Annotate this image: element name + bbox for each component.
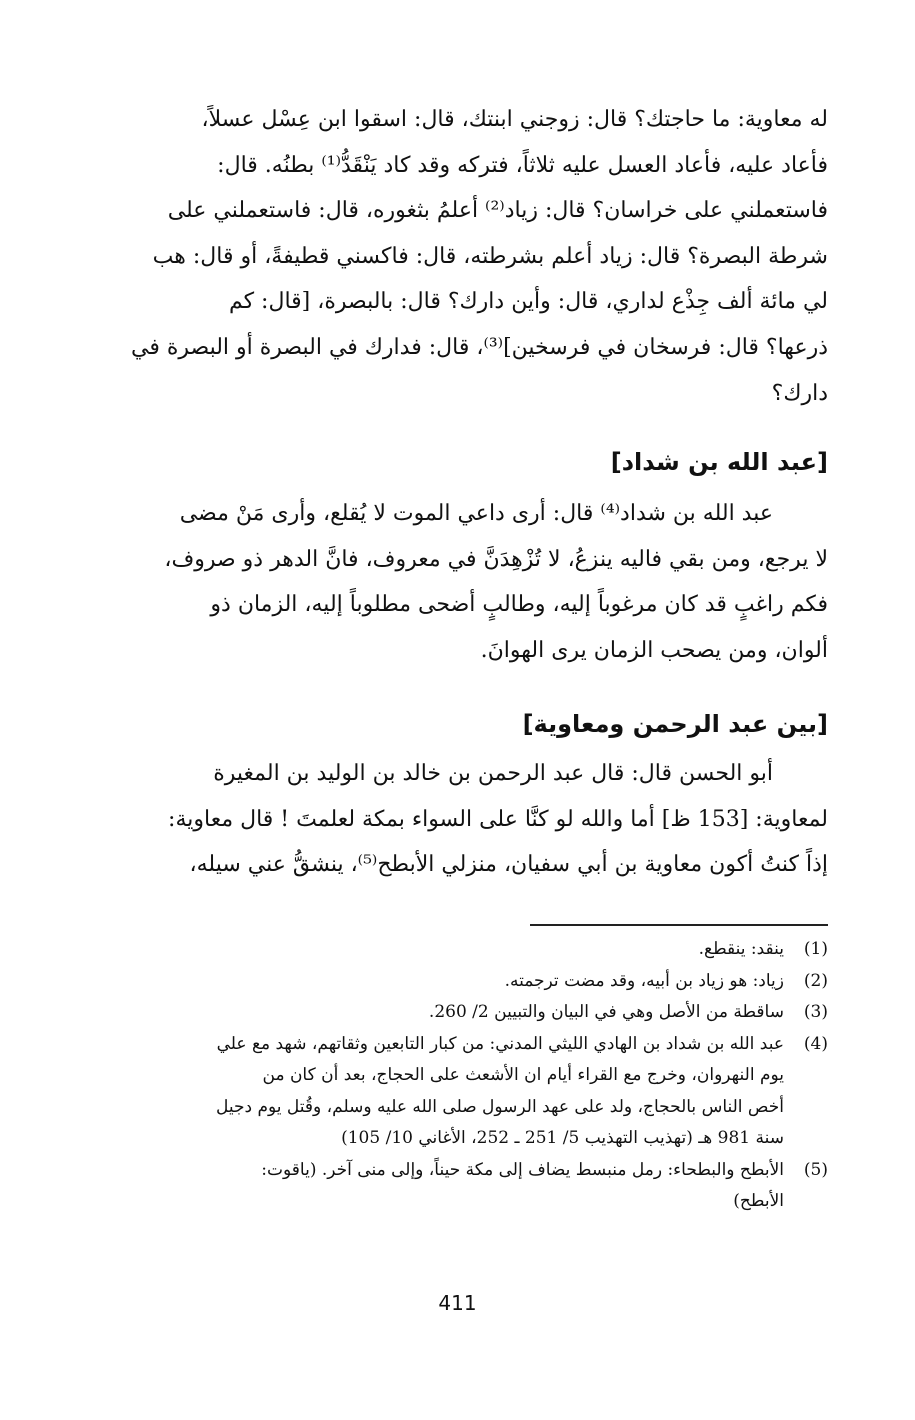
text-line: أبو الحسن قال: قال عبد الرحمن بن خالد بن الوليد بن المغيرة — [213, 761, 773, 786]
footnote-number: (4) — [803, 1033, 828, 1054]
footnote-line: الأبطح والبطحاء: رمل منبسط يضاف إلى مكة حيناً، وإلى منى آخر. (ياقوت: — [261, 1159, 784, 1180]
text-line: عبد الله بن شداد⁽⁴⁾ قال: أرى داعي الموت لا يُقلع، وأرى مَنْ مضى — [179, 501, 773, 526]
section-heading-abd-al-rahman-and-muawiya: [بين عبد الرحمن ومعاوية] — [522, 710, 828, 738]
footnote-text — [112, 934, 784, 966]
footnote-line: يوم النهروان، وخرج مع القراء أيام ان الأشعث على الحجاج، بعد أن كان من — [262, 1065, 784, 1085]
footnote-line: ساقطة من الأصل وهي في البيان والتبيين 2/ 260. — [428, 1002, 784, 1022]
footnote — [112, 966, 828, 998]
text-line: ألوان، ومن يصحب الزمان يرى الهوانَ. — [480, 637, 828, 663]
footnote — [112, 997, 828, 1029]
footnote-number: (5) — [803, 1159, 828, 1180]
footnote — [112, 934, 828, 966]
text-line: شرطة البصرة؟ قال: زياد أعلم بشرطته، قال: فاكسني قطيفةً، أو قال: هب — [152, 243, 828, 269]
footnote-line: الأبطح) — [733, 1191, 784, 1211]
text-line: فكم راغبٍ قد كان مرغوباً إليه، وطالبٍ أضحى مطلوباً إليه، الزمان ذو — [210, 592, 828, 618]
section-1-paragraph — [112, 491, 828, 673]
opening-paragraph — [112, 97, 828, 416]
footnote-number: (2) — [803, 970, 828, 991]
text-line: فأعاد عليه، فأعاد العسل عليه ثلاثاً، فتركه وقد كاد يَنْقَدُّ⁽¹⁾ بطنُه. قال: — [217, 152, 828, 178]
footnote-divider — [530, 924, 828, 926]
text-line: له معاوية: ما حاجتك؟ قال: زوجني ابنتك، قال: اسقوا ابن عِسْل عسلاً، — [201, 107, 828, 132]
text-line: لي مائة ألف جِذْع لداري، قال: وأين دارك؟ قال: بالبصرة، [قال: كم — [228, 289, 828, 315]
text-line: ذرعها؟ قال: فرسخان في فرسخين]⁽³⁾، قال: فدارك في البصرة أو البصرة في — [131, 334, 828, 360]
footnote-number: (1) — [803, 939, 828, 959]
footnotes — [112, 934, 828, 1218]
text-line: لا يرجع، ومن بقي فاليه ينزعُ، لا تُزْهِدَنَّ في معروف، فانَّ الدهر ذو صروف، — [164, 546, 828, 572]
footnote-text — [112, 1155, 784, 1218]
section-2-paragraph — [112, 751, 828, 888]
footnote-text — [112, 997, 784, 1029]
footnote-text — [112, 1029, 784, 1155]
text-line: إذاً كنتُ أكون معاوية بن أبي سفيان، منزلي الأبطح⁽⁵⁾، ينشقُّ عني سيله، — [189, 852, 828, 878]
footnote-line: زياد: هو زياد بن أبيه، وقد مضت ترجمته. — [504, 970, 784, 991]
text-line: دارك؟ — [771, 380, 828, 406]
section-heading-abdullah-ibn-shaddad: [عبد الله بن شداد] — [610, 448, 828, 476]
text-line: لمعاوية: [153 ظ] أما والله لو كنَّا على السواء بمكة لعلمتَ ! قال معاوية: — [168, 806, 828, 832]
footnote-line: أخص الناس بالحجاج، ولد على عهد الرسول صلى الله عليه وسلم، وقُتل يوم دجيل — [215, 1096, 784, 1117]
footnote — [112, 1029, 828, 1155]
footnote-line: عبد الله بن شداد بن الهادي الليثي المدني: من كبار التابعين وثقاتهم، شهد مع علي — [216, 1033, 784, 1054]
footnote-number: (3) — [803, 1002, 828, 1022]
footnote — [112, 1155, 828, 1218]
footnote-line: ينقد: ينقطع. — [698, 939, 784, 959]
text-line: فاستعملني على خراسان؟ قال: زياد⁽²⁾ أعلمُ بثغوره، قال: فاستعملني على — [167, 198, 828, 224]
footnote-text — [112, 966, 784, 998]
page-number: 411 — [438, 1291, 477, 1315]
footnote-line: سنة 981 هـ (تهذيب التهذيب 5/ 251 ـ 252، الأغاني 10/ 105) — [341, 1128, 784, 1148]
